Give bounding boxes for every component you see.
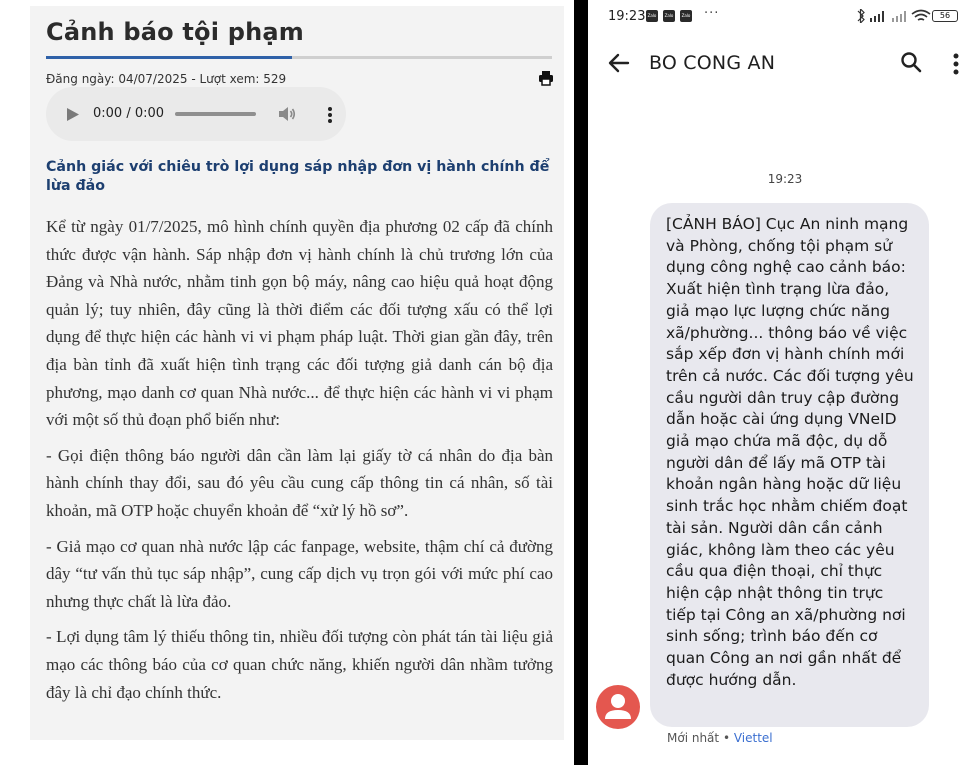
article-paragraph: Kể từ ngày 01/7/2025, mô hình chính quyền địa phương 02 cấp đã chính thức được vận hành. Sáp nhập đơn vị hành chính là chủ trương lớn của Đảng và Nhà nước, nhằm tinh gọn bộ máy, nâng cao hiệu quả hoạt động quản lý; tuy nhiên, đây cũng là thời điểm các đối tượng xấu có thể lợi dụng để thực hiện các hành vi vi phạm pháp luật. Thời gian gần đây, trên địa bàn tỉnh đã xuất hiện tình trạng các đối tượng giả danh cán bộ địa phương, mạo danh cơ quan Nhà nước... để thực hiện các hành vi vi phạm với một số thủ đoạn phổ biến như: bbox=[46, 217, 553, 430]
status-time: 19:23 bbox=[608, 9, 646, 24]
article-body bbox=[46, 213, 553, 714]
title-rule bbox=[46, 56, 552, 59]
message-footer bbox=[667, 731, 773, 745]
article-meta: Đăng ngày: 04/07/2025 - Lượt xem: 529 bbox=[46, 72, 287, 86]
message-bubble[interactable] bbox=[650, 203, 929, 727]
status-bar bbox=[588, 0, 968, 30]
audio-seek-bar[interactable] bbox=[175, 112, 256, 116]
article-subheading: Cảnh giác với chiêu trò lợi dụng sáp nhập đơn vị hành chính để lừa đảo bbox=[46, 159, 550, 194]
carrier-name: Viettel bbox=[733, 731, 773, 745]
print-icon[interactable] bbox=[538, 70, 554, 86]
divider-bar bbox=[574, 0, 588, 765]
play-icon[interactable] bbox=[67, 108, 79, 121]
volume-icon[interactable] bbox=[278, 105, 296, 123]
message-text: [CẢNH BÁO] Cục An ninh mạng và Phòng, chống tội phạm sử dụng công nghệ cao cảnh báo: Xuất hiện tình trạng lừa đảo, giả mạo lực lượng chức năng xã/phường... thông báo về việc sắp xếp đơn vị hành chính mới trên cả nước. Các đối tượng yêu cầu người dân truy cập đường dẫn hoặc cài ứng dụng VNeID giả mạo chứa mã độc, dụ dỗ người dân để lấy mã OTP tài khoản ngân hàng hoặc dữ liệu sinh trắc học nhằm chiếm đoạt tài sản. Người dân cần cảnh giác, không làm theo các yêu cầu qua điện thoại, chỉ thực hiện cập nhật thông tin trực tiếp tại Công an xã/phường nơi sinh sống; trình báo đến cơ quan Công an nơi gần nhất để được hướng dẫn. bbox=[666, 215, 914, 689]
zalo-icon: Zalo bbox=[680, 10, 692, 22]
search-icon[interactable] bbox=[900, 51, 922, 73]
article-paragraph: - Lợi dụng tâm lý thiếu thông tin, nhiều đối tượng còn phát tán tài liệu giả mạo các thông báo của cơ quan chức năng, khiến người dân nhầm tưởng đây là chỉ đạo chính thức. bbox=[46, 627, 553, 702]
app-bar bbox=[588, 38, 968, 90]
battery-icon: 56 bbox=[932, 10, 958, 22]
more-notifications-icon: ··· bbox=[704, 6, 720, 21]
zalo-icon: Zalo bbox=[663, 10, 675, 22]
sender-avatar[interactable] bbox=[596, 685, 640, 729]
more-options-icon[interactable] bbox=[953, 53, 959, 75]
audio-time: 0:00 / 0:00 bbox=[93, 106, 165, 121]
article-paragraph: - Gọi điện thông báo người dân cần làm lại giấy tờ cá nhân do địa bàn hành chính thay đổi, sau đó yêu cầu cung cấp thông tin cá nhân, số tài khoản, mã OTP hoặc chuyển khoản để “xử lý hồ sơ”. bbox=[46, 445, 553, 520]
article-title: Cảnh báo tội phạm bbox=[46, 18, 304, 46]
audio-more-icon[interactable] bbox=[327, 106, 333, 124]
zalo-icon: Zalo bbox=[646, 10, 658, 22]
sender-name: BO CONG AN bbox=[649, 52, 776, 74]
audio-player bbox=[46, 87, 346, 141]
person-icon bbox=[596, 685, 640, 729]
article-panel bbox=[30, 6, 564, 740]
footer-separator: • bbox=[719, 731, 734, 745]
article-paragraph: - Giả mạo cơ quan nhà nước lập các fanpage, website, thậm chí cả đường dây “tư vấn thủ tục sáp nhập”, cung cấp dịch vụ trọn gói với mức phí cao nhưng thực chất là lừa đảo. bbox=[46, 536, 553, 611]
message-status: Mới nhất bbox=[667, 731, 720, 745]
title-rule-accent bbox=[46, 56, 292, 59]
phone-screen bbox=[588, 0, 968, 765]
message-timestamp: 19:23 bbox=[767, 172, 803, 186]
back-arrow-icon[interactable] bbox=[608, 52, 630, 74]
